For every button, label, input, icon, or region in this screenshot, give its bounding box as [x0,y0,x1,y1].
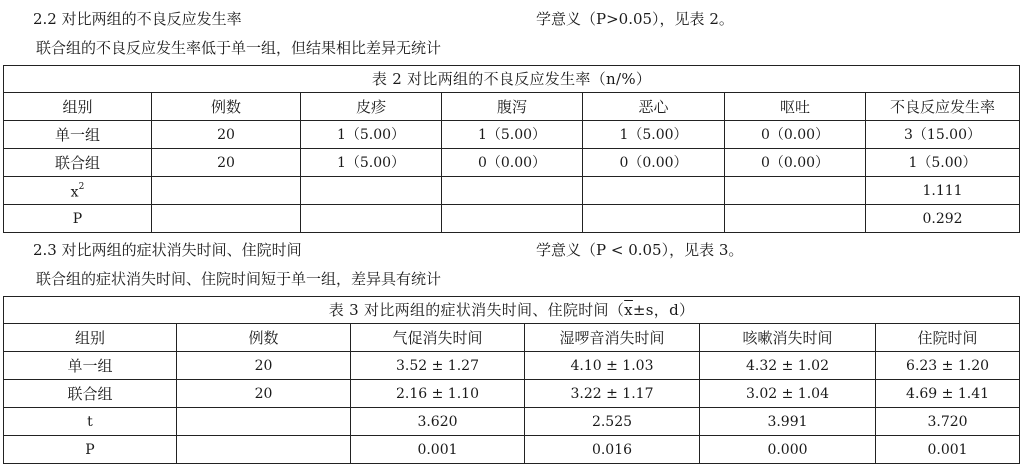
column-header-rales-time: 湿啰音消失时间 [525,324,700,352]
section-2-3-conclusion-tail: 学意义（P < 0.05），见表 3。 [536,241,744,259]
table-cell: P [4,205,152,233]
table-cell: 0（0.00） [583,149,725,177]
table-3-caption [4,297,1020,324]
column-header-hospital-stay: 住院时间 [876,324,1020,352]
table-cell: 0.292 [866,205,1020,233]
table-3-caption-text: 表 3 对比两组的症状消失时间、住院时间（ [328,301,625,319]
table-cell: 3.02 ± 1.04 [700,380,876,408]
table-cell: 0（0.00） [725,149,866,177]
table-cell: 2.16 ± 1.10 [351,380,525,408]
section-2-2-conclusion: 联合组的不良反应发生率低于单一组，但结果相比差异无统计 [36,39,442,57]
chi-square-exponent: 2 [78,181,85,192]
table-2-caption: 表 2 对比两组的不良反应发生率（n/%） [4,66,1020,93]
table-3-caption-unit: ±s，d） [632,301,695,319]
table-cell [301,177,442,205]
table-cell: 1（5.00） [583,121,725,149]
table-row [4,205,1020,233]
section-2-3-heading: 2.3 对比两组的症状消失时间、住院时间 [33,241,302,259]
table-cell: 1（5.00） [442,121,583,149]
column-header-nausea: 恶心 [583,93,725,121]
table-cell: 1（5.00） [301,121,442,149]
column-header-count: 例数 [152,93,301,121]
table-cell: 0.016 [525,436,700,464]
table-row [4,121,1020,149]
table-cell: 联合组 [4,149,152,177]
table-cell: 3.52 ± 1.27 [351,352,525,380]
table-cell: 2.525 [525,408,700,436]
table-cell: 20 [152,149,301,177]
table-cell: t [4,408,177,436]
table-row [4,380,1020,408]
table-cell [152,205,301,233]
table-3-symptom-time [3,296,1020,464]
column-header-vomiting: 呕吐 [725,93,866,121]
mean-symbol: $\overline{x}$ [624,301,633,319]
table-cell: 6.23 ± 1.20 [876,352,1020,380]
section-2-2-heading: 2.2 对比两组的不良反应发生率 [33,10,242,28]
table-cell: 1（5.00） [301,149,442,177]
table-cell: 3（15.00） [866,121,1020,149]
table-cell: 0.000 [700,436,876,464]
table-cell: 1.111 [866,177,1020,205]
table-cell [725,205,866,233]
table-cell: P [4,436,177,464]
column-header-group: 组别 [4,324,177,352]
table-row [4,408,1020,436]
table-cell: 单一组 [4,352,177,380]
column-header-count: 例数 [177,324,351,352]
column-header-diarrhea: 腹泻 [442,93,583,121]
table-header-row [4,93,1020,121]
chi-square-label [4,177,152,205]
table-row [4,149,1020,177]
table-cell: 3.620 [351,408,525,436]
table-cell [583,177,725,205]
column-header-rash: 皮疹 [301,93,442,121]
column-header-dyspnea-time: 气促消失时间 [351,324,525,352]
table-cell [177,436,351,464]
column-header-incidence: 不良反应发生率 [866,93,1020,121]
table-2-adverse-reactions [3,65,1020,233]
table-row [4,436,1020,464]
table-cell: 0.001 [876,436,1020,464]
table-cell: 4.69 ± 1.41 [876,380,1020,408]
section-2-3-conclusion: 联合组的症状消失时间、住院时间短于单一组，差异具有统计 [36,270,442,288]
table-cell [442,177,583,205]
table-cell [583,205,725,233]
table-cell: 4.32 ± 1.02 [700,352,876,380]
table-cell: 联合组 [4,380,177,408]
table-row [4,352,1020,380]
table-cell: 20 [177,352,351,380]
table-cell: 3.22 ± 1.17 [525,380,700,408]
table-cell [725,177,866,205]
table-cell: 0.001 [351,436,525,464]
table-cell: 20 [177,380,351,408]
chi-square-symbol: x [70,184,79,201]
column-header-cough-time: 咳嗽消失时间 [700,324,876,352]
table-cell: 单一组 [4,121,152,149]
table-cell: 20 [152,121,301,149]
table-cell [442,205,583,233]
table-header-row [4,324,1020,352]
table-row [4,177,1020,205]
table-cell: 1（5.00） [866,149,1020,177]
section-2-2-conclusion-tail: 学意义（P>0.05），见表 2。 [536,10,734,28]
table-cell: 4.10 ± 1.03 [525,352,700,380]
table-cell: 0（0.00） [442,149,583,177]
table-cell [301,205,442,233]
table-cell [152,177,301,205]
table-cell: 3.991 [700,408,876,436]
table-cell: 0（0.00） [725,121,866,149]
column-header-group: 组别 [4,93,152,121]
table-cell [177,408,351,436]
table-cell: 3.720 [876,408,1020,436]
